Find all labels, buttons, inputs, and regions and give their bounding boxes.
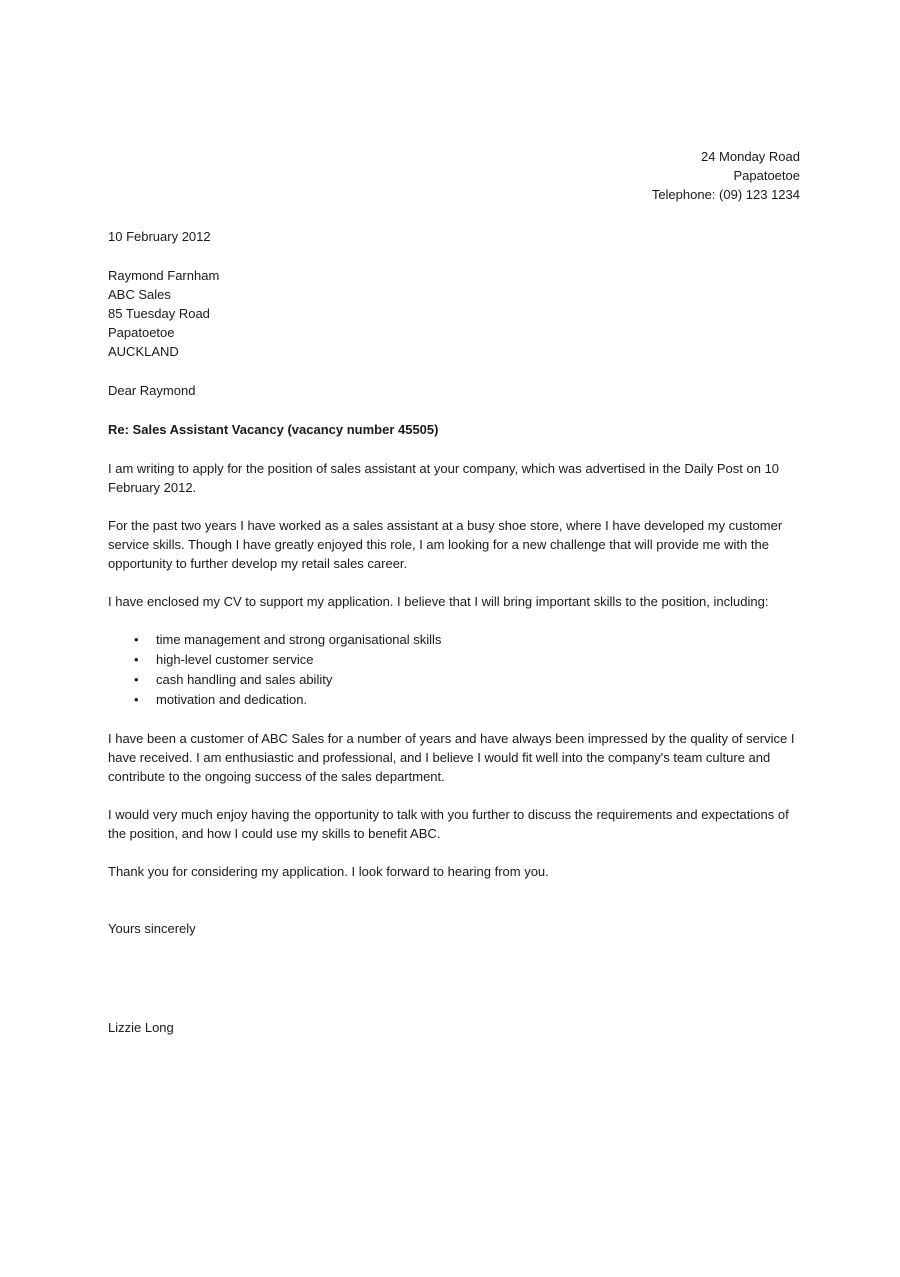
- sender-suburb: Papatoetoe: [733, 168, 800, 183]
- list-item: [108, 650, 800, 670]
- paragraph-company: I have been a customer of ABC Sales for a number of years and have always been impressed by the quality of service I have received. I am enthusiastic and professional, and I believe I would fit well into the company's team culture and contribute to the ongoing success of the sales department.: [108, 731, 795, 784]
- bullet-icon: •: [134, 692, 139, 707]
- recipient-suburb: Papatoetoe: [108, 325, 175, 340]
- sender-street: 24 Monday Road: [700, 149, 800, 164]
- sender-address: [652, 147, 800, 204]
- list-item-text: cash handling and sales ability: [156, 672, 333, 687]
- recipient-address: [108, 266, 800, 361]
- skills-list: [108, 630, 800, 710]
- sender-phone: Telephone: (09) 123 1234: [651, 187, 800, 202]
- list-item-text: motivation and dedication.: [156, 692, 308, 707]
- list-item: [108, 670, 800, 690]
- paragraph-interview: I would very much enjoy having the opportunity to talk with you further to discuss the requirements and expectations of the position, and how I could use my skills to benefit ABC.: [108, 807, 789, 841]
- recipient-name: Raymond Farnham: [108, 268, 220, 283]
- list-item: [108, 630, 800, 650]
- letter-body: [108, 227, 800, 1037]
- paragraph-skills-intro: I have enclosed my CV to support my application. I believe that I will bring important skills to the position, including:: [108, 594, 769, 609]
- closing: Yours sincerely: [108, 921, 196, 936]
- paragraph-thanks: Thank you for considering my application. I look forward to hearing from you.: [108, 864, 549, 879]
- list-item: [108, 690, 800, 710]
- list-item-text: high-level customer service: [156, 652, 314, 667]
- bullet-icon: •: [134, 632, 139, 647]
- letter-date: 10 February 2012: [108, 229, 211, 244]
- signature-name: Lizzie Long: [108, 1020, 174, 1035]
- bullet-icon: •: [134, 672, 139, 687]
- subject-line: Re: Sales Assistant Vacancy (vacancy number 45505): [108, 422, 439, 437]
- paragraph-intro: I am writing to apply for the position of sales assistant at your company, which was advertised in the Daily Post on 10 February 2012.: [108, 461, 780, 495]
- recipient-company: ABC Sales: [108, 287, 171, 302]
- recipient-city: AUCKLAND: [108, 344, 179, 359]
- bullet-icon: •: [134, 652, 139, 667]
- paragraph-experience: For the past two years I have worked as a sales assistant at a busy shoe store, where I have developed my customer service skills. Though I have greatly enjoyed this role, I am looking for a new challenge that will provide me with the opportunity to further develop my retail sales career.: [108, 518, 783, 571]
- recipient-street: 85 Tuesday Road: [108, 306, 210, 321]
- salutation: Dear Raymond: [108, 383, 196, 398]
- list-item-text: time management and strong organisational skills: [156, 632, 442, 647]
